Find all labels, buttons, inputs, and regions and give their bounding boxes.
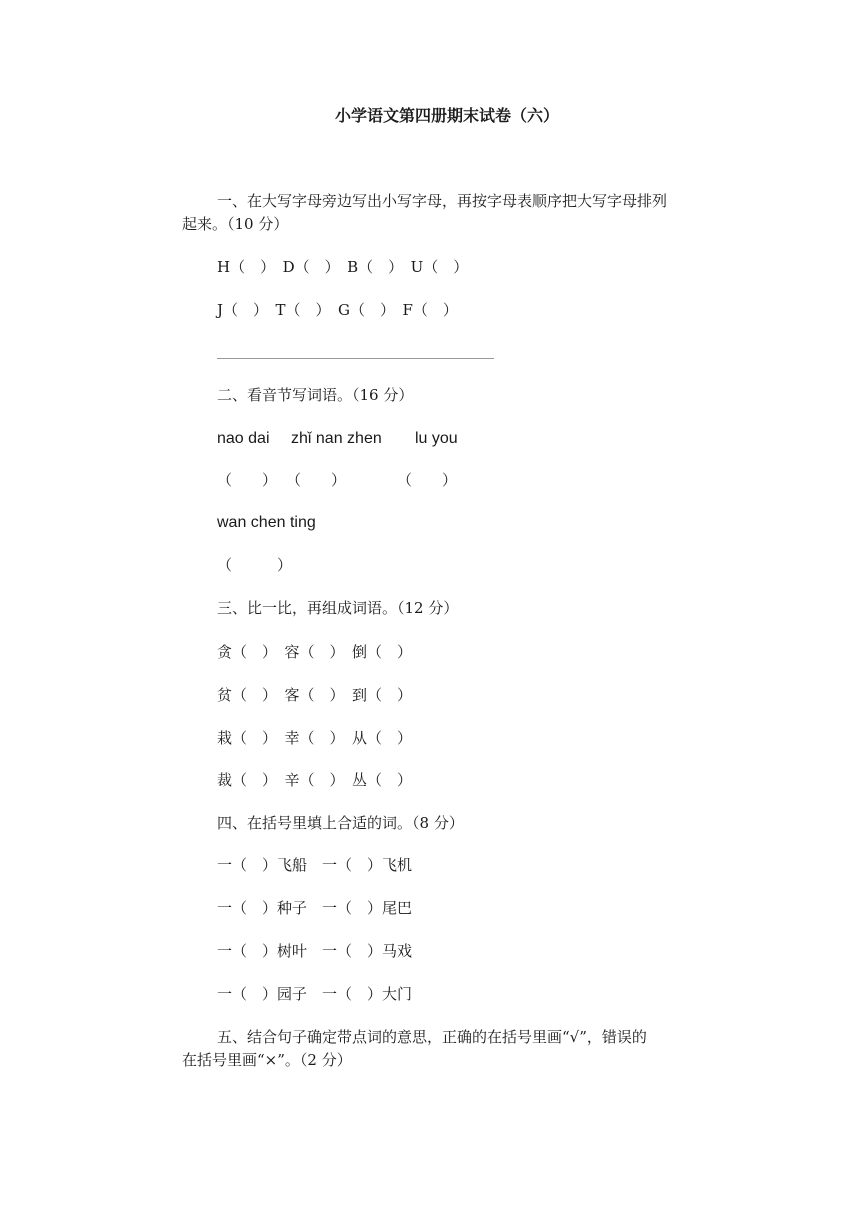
q5-heading-line2: 在括号里画“×”。（2 分） (182, 1051, 352, 1069)
q4-row: 一（ ）园子 一（ ）大门 (217, 985, 413, 1003)
q2-blank-2[interactable]: （ ） (286, 471, 347, 489)
q3-heading: 三、比一比，再组成词语。（12 分） (217, 599, 459, 617)
q2-blank-1[interactable]: （ ） (217, 471, 278, 489)
q2-pinyin-4: wan chen ting (217, 514, 316, 531)
q1-heading-line2: 起来。（10 分） (182, 215, 289, 233)
q2-pinyin-3: lu you (415, 430, 458, 447)
page-title: 小学语文第四册期末试卷（六） (335, 106, 560, 125)
q2-blank-3[interactable]: （ ） (397, 471, 458, 489)
q3-row: 裁（ ） 辛（ ） 丛（ ） (217, 771, 413, 789)
q2-pinyin-2: zhǐ nan zhen (291, 430, 382, 447)
q4-heading: 四、在括号里填上合适的词。（8 分） (217, 814, 464, 832)
q1-heading-line1: 一、在大写字母旁边写出小写字母，再按字母表顺序把大写字母排列 (217, 192, 668, 210)
q5-heading-line1: 五、结合句子确定带点词的意思，正确的在括号里画“√”，错误的 (217, 1028, 647, 1046)
q4-row: 一（ ）种子 一（ ）尾巴 (217, 899, 413, 917)
q2-pinyin-1: nao dai (217, 430, 270, 447)
q3-row: 栽（ ） 幸（ ） 从（ ） (217, 729, 413, 747)
q1-letters-row-2: J（ ） T（ ） G（ ） F（ ） (217, 301, 458, 319)
q1-answer-line[interactable] (217, 358, 494, 359)
q2-blank-4[interactable]: （ ） (217, 556, 293, 574)
q2-heading: 二、看音节写词语。（16 分） (217, 386, 414, 404)
q3-row: 贪（ ） 容（ ） 倒（ ） (217, 643, 413, 661)
q4-row: 一（ ）树叶 一（ ）马戏 (217, 942, 413, 960)
q1-letters-row-1: H（ ） D（ ） B（ ） U（ ） (217, 258, 469, 276)
q4-row: 一（ ）飞船 一（ ）飞机 (217, 856, 413, 874)
q3-row: 贫（ ） 客（ ） 到（ ） (217, 686, 413, 704)
